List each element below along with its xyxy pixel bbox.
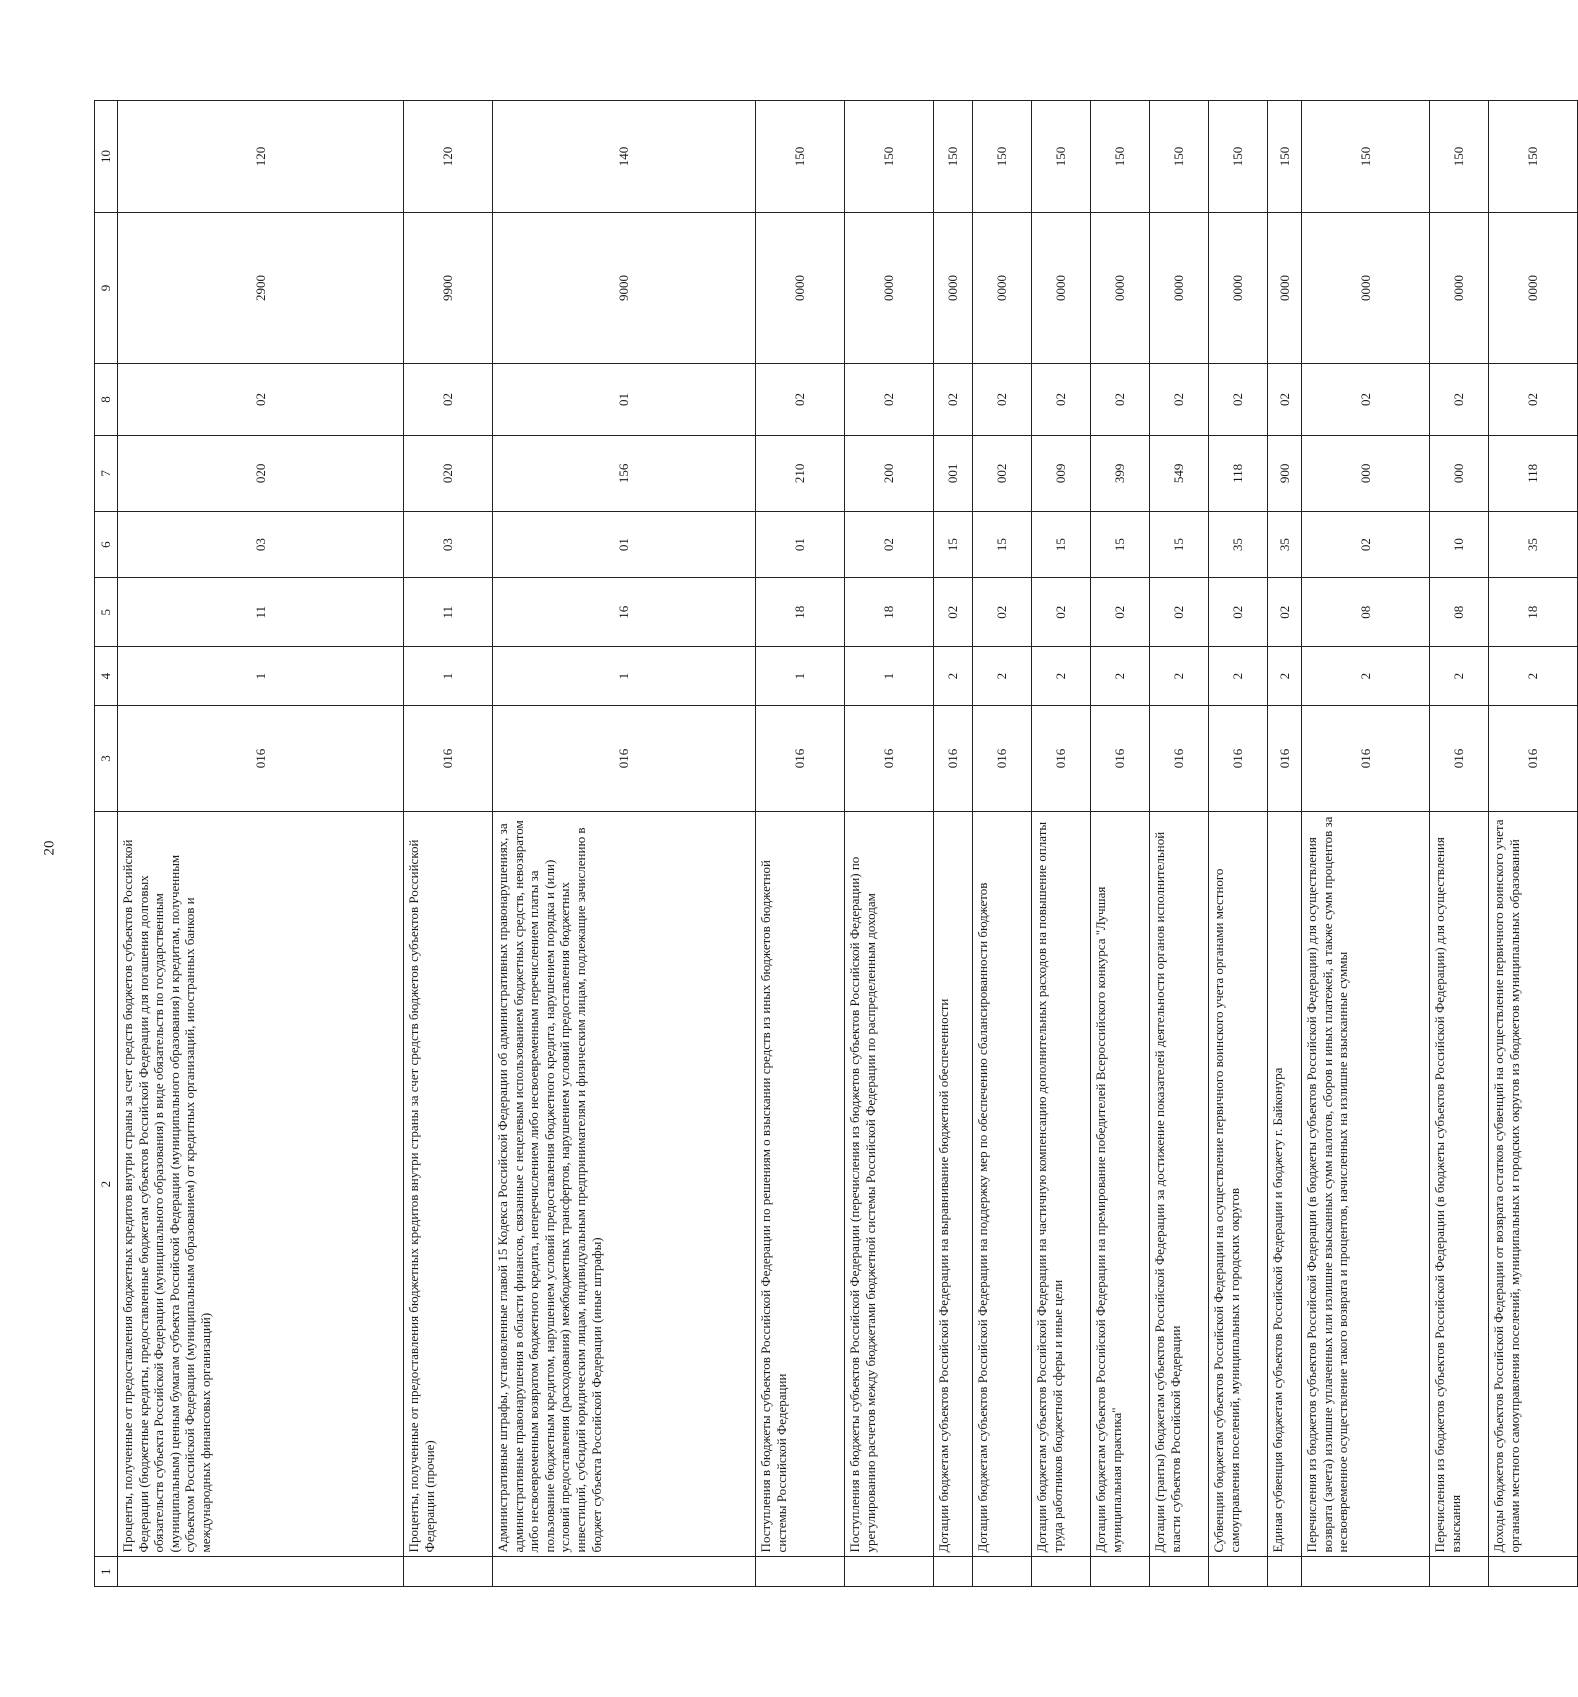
row-code-c3: 016 xyxy=(845,706,934,812)
row-code-c8: 02 xyxy=(1032,364,1091,436)
row-code-c3: 016 xyxy=(118,706,404,812)
row-code-c10: 150 xyxy=(1032,101,1091,213)
row-code-c6: 15 xyxy=(1032,511,1091,578)
row-description: Единая субвенция бюджетам субъектов Российской Федерации и бюджету г. Байконура xyxy=(1268,811,1302,1557)
row-code-c4: 2 xyxy=(1302,647,1430,706)
row-code-c6: 35 xyxy=(1268,511,1302,578)
row-code-c7: 210 xyxy=(756,435,845,511)
row-code-c3: 016 xyxy=(934,706,973,812)
column-header: 8 xyxy=(95,364,118,436)
row-code-c1 xyxy=(1430,1557,1489,1587)
row-code-c5: 02 xyxy=(934,578,973,647)
table-row xyxy=(934,101,973,1587)
row-code-c4: 2 xyxy=(1091,647,1150,706)
row-code-c3: 016 xyxy=(1430,706,1489,812)
row-code-c10: 150 xyxy=(1489,101,1578,213)
row-code-c3: 016 xyxy=(1032,706,1091,812)
rotated-table-wrapper xyxy=(94,100,1541,1587)
row-code-c6: 02 xyxy=(845,511,934,578)
row-code-c6: 15 xyxy=(934,511,973,578)
row-code-c3: 016 xyxy=(973,706,1032,812)
row-code-c9: 0000 xyxy=(934,213,973,364)
row-code-c8: 02 xyxy=(973,364,1032,436)
table-row xyxy=(493,101,756,1587)
row-code-c4: 2 xyxy=(1430,647,1489,706)
column-header: 6 xyxy=(95,511,118,578)
column-header: 1 xyxy=(95,1557,118,1587)
row-code-c8: 02 xyxy=(1430,364,1489,436)
row-code-c6: 01 xyxy=(493,511,756,578)
row-code-c7: 900 xyxy=(1268,435,1302,511)
row-code-c1 xyxy=(1302,1557,1430,1587)
row-code-c7: 020 xyxy=(118,435,404,511)
row-code-c4: 2 xyxy=(934,647,973,706)
table-row xyxy=(756,101,845,1587)
row-code-c9: 0000 xyxy=(845,213,934,364)
table-row xyxy=(118,101,404,1587)
row-code-c1 xyxy=(1091,1557,1150,1587)
row-code-c10: 150 xyxy=(1209,101,1268,213)
row-code-c3: 016 xyxy=(1091,706,1150,812)
row-code-c9: 0000 xyxy=(1091,213,1150,364)
row-code-c3: 016 xyxy=(1268,706,1302,812)
row-code-c7: 000 xyxy=(1302,435,1430,511)
row-code-c8: 02 xyxy=(118,364,404,436)
row-code-c7: 000 xyxy=(1430,435,1489,511)
column-header: 5 xyxy=(95,578,118,647)
row-description: Проценты, полученные от предоставления бюджетных кредитов внутри страны за счет средств бюджетов субъектов Российской Федерации (бюджетные кредиты, предоставленные бюджетам субъектов Российской Федерации для погашения долговых обязательств субъекта Российской Федерации (муниципального образования) в виде обязательств по государственным (муниципальным) ценным бумагам субъекта Российской Федерации (муниципального образования) и кредитам, полученным субъектом Российской Федерации (муниципальным образованием) от кредитных организаций, иностранных банков и международных финансовых организаций) xyxy=(118,811,404,1557)
row-code-c8: 02 xyxy=(1489,364,1578,436)
row-code-c9: 9000 xyxy=(493,213,756,364)
row-code-c5: 02 xyxy=(1091,578,1150,647)
table-row xyxy=(1489,101,1578,1587)
row-code-c5: 11 xyxy=(118,578,404,647)
table-row xyxy=(1268,101,1302,1587)
row-code-c5: 02 xyxy=(1150,578,1209,647)
row-code-c8: 02 xyxy=(404,364,493,436)
row-code-c1 xyxy=(973,1557,1032,1587)
row-code-c6: 15 xyxy=(1091,511,1150,578)
column-header: 4 xyxy=(95,647,118,706)
row-description: Проценты, полученные от предоставления бюджетных кредитов внутри страны за счет средств бюджетов субъектов Российской Федерации (прочие) xyxy=(404,811,493,1557)
row-code-c9: 0000 xyxy=(1430,213,1489,364)
row-description: Перечисления из бюджетов субъектов Российской Федерации (в бюджеты субъектов Российской Федерации) для осуществления взыскания xyxy=(1430,811,1489,1557)
row-code-c7: 156 xyxy=(493,435,756,511)
row-code-c3: 016 xyxy=(493,706,756,812)
row-code-c4: 1 xyxy=(404,647,493,706)
row-code-c1 xyxy=(845,1557,934,1587)
row-code-c5: 18 xyxy=(1489,578,1578,647)
header-row xyxy=(95,101,118,1587)
row-code-c1 xyxy=(118,1557,404,1587)
row-code-c6: 03 xyxy=(404,511,493,578)
row-code-c5: 02 xyxy=(1268,578,1302,647)
row-code-c8: 02 xyxy=(845,364,934,436)
row-code-c7: 002 xyxy=(973,435,1032,511)
row-code-c9: 0000 xyxy=(973,213,1032,364)
row-description: Поступления в бюджеты субъектов Российской Федерации по решениям о взыскании средств из иных бюджетов бюджетной системы Российской Федерации xyxy=(756,811,845,1557)
row-code-c8: 02 xyxy=(1268,364,1302,436)
row-code-c5: 08 xyxy=(1302,578,1430,647)
row-code-c1 xyxy=(1032,1557,1091,1587)
row-description: Дотации бюджетам субъектов Российской Федерации на премирование победителей Всероссийского конкурса "Лучшая муниципальная практика" xyxy=(1091,811,1150,1557)
row-code-c3: 016 xyxy=(1489,706,1578,812)
row-code-c7: 020 xyxy=(404,435,493,511)
row-code-c9: 2900 xyxy=(118,213,404,364)
table-row xyxy=(1209,101,1268,1587)
table-row xyxy=(1091,101,1150,1587)
row-code-c1 xyxy=(1268,1557,1302,1587)
row-code-c5: 02 xyxy=(1209,578,1268,647)
row-code-c4: 1 xyxy=(756,647,845,706)
row-code-c1 xyxy=(756,1557,845,1587)
row-code-c10: 150 xyxy=(973,101,1032,213)
budget-classification-table xyxy=(94,100,1578,1587)
row-code-c1 xyxy=(1489,1557,1578,1587)
row-code-c4: 2 xyxy=(973,647,1032,706)
row-code-c1 xyxy=(1209,1557,1268,1587)
row-code-c9: 0000 xyxy=(756,213,845,364)
row-code-c7: 549 xyxy=(1150,435,1209,511)
row-code-c5: 02 xyxy=(973,578,1032,647)
row-code-c7: 118 xyxy=(1209,435,1268,511)
row-code-c6: 02 xyxy=(1302,511,1430,578)
row-code-c6: 01 xyxy=(756,511,845,578)
table-row xyxy=(404,101,493,1587)
row-code-c4: 2 xyxy=(1150,647,1209,706)
row-description: Перечисления из бюджетов субъектов Российской Федерации (в бюджеты субъектов Российской Федерации) для осуществления возврата (зачета) излишне уплаченных или излишне взысканных сумм налогов, сборов и иных платежей, а также сумм процентов за несвоевременное осуществление такого возврата и процентов, начисленных на излишне взысканные суммы xyxy=(1302,811,1430,1557)
row-code-c8: 02 xyxy=(1091,364,1150,436)
row-code-c6: 15 xyxy=(1150,511,1209,578)
row-code-c7: 009 xyxy=(1032,435,1091,511)
table-row xyxy=(845,101,934,1587)
row-description: Субвенции бюджетам субъектов Российской Федерации на осуществление первичного воинского учета органами местного самоуправления поселений, муниципальных и городских округов xyxy=(1209,811,1268,1557)
row-code-c9: 0000 xyxy=(1032,213,1091,364)
row-code-c8: 02 xyxy=(1209,364,1268,436)
row-code-c6: 03 xyxy=(118,511,404,578)
row-code-c9: 0000 xyxy=(1209,213,1268,364)
table-row xyxy=(1150,101,1209,1587)
row-code-c6: 35 xyxy=(1489,511,1578,578)
row-description: Дотации бюджетам субъектов Российской Федерации на выравнивание бюджетной обеспеченности xyxy=(934,811,973,1557)
row-code-c8: 02 xyxy=(1150,364,1209,436)
row-code-c9: 0000 xyxy=(1302,213,1430,364)
row-code-c10: 150 xyxy=(1430,101,1489,213)
row-code-c10: 120 xyxy=(404,101,493,213)
row-code-c7: 399 xyxy=(1091,435,1150,511)
row-code-c7: 118 xyxy=(1489,435,1578,511)
row-code-c8: 02 xyxy=(1302,364,1430,436)
row-code-c8: 02 xyxy=(756,364,845,436)
table-row xyxy=(1032,101,1091,1587)
row-description: Административные штрафы, установленные главой 15 Кодекса Российской Федерации об административных правонарушениях, за административные правонарушения в области финансов, связанные с нецелевым использованием бюджетных средств, невозвратом либо несвоевременным возвратом бюджетного кредита, неперечислением либо несвоевременным перечислением платы за пользование бюджетным кредитом, нарушением условий предоставления бюджетного кредита, нарушением порядка и (или) условий предоставления (расходования) межбюджетных трансфертов, нарушением условий предоставления бюджетных инвестиций, субсидий юридическим лицам, индивидуальным предпринимателям и физическим лицам, подлежащие зачислению в бюджет субъекта Российской Федерации (иные штрафы) xyxy=(493,811,756,1557)
row-code-c6: 35 xyxy=(1209,511,1268,578)
page-number: 20 xyxy=(41,840,58,856)
row-code-c10: 150 xyxy=(934,101,973,213)
column-header: 3 xyxy=(95,706,118,812)
row-code-c3: 016 xyxy=(756,706,845,812)
row-code-c6: 15 xyxy=(973,511,1032,578)
row-code-c1 xyxy=(493,1557,756,1587)
row-code-c4: 2 xyxy=(1209,647,1268,706)
column-header: 10 xyxy=(95,101,118,213)
row-code-c3: 016 xyxy=(1209,706,1268,812)
table-row xyxy=(1430,101,1489,1587)
row-code-c4: 2 xyxy=(1489,647,1578,706)
row-code-c10: 140 xyxy=(493,101,756,213)
row-code-c8: 02 xyxy=(934,364,973,436)
row-code-c1 xyxy=(934,1557,973,1587)
row-code-c9: 0000 xyxy=(1268,213,1302,364)
row-code-c3: 016 xyxy=(404,706,493,812)
row-description: Поступления в бюджеты субъектов Российской Федерации (перечисления из бюджетов субъектов Российской Федерации) по урегулированию расчетов между бюджетами бюджетной системы Российской Федерации по распределенным доходам xyxy=(845,811,934,1557)
row-code-c10: 150 xyxy=(756,101,845,213)
row-code-c4: 1 xyxy=(118,647,404,706)
column-header: 7 xyxy=(95,435,118,511)
row-code-c6: 10 xyxy=(1430,511,1489,578)
row-description: Дотации (гранты) бюджетам субъектов Российской Федерации за достижение показателей деятельности органов исполнительной власти субъектов Российской Федерации xyxy=(1150,811,1209,1557)
row-code-c5: 16 xyxy=(493,578,756,647)
row-code-c7: 001 xyxy=(934,435,973,511)
row-code-c3: 016 xyxy=(1150,706,1209,812)
row-code-c5: 02 xyxy=(1032,578,1091,647)
row-code-c4: 2 xyxy=(1032,647,1091,706)
row-code-c7: 200 xyxy=(845,435,934,511)
column-header: 9 xyxy=(95,213,118,364)
row-description: Доходы бюджетов субъектов Российской Федерации от возврата остатков субвенций на осуществление первичного воинского учета органами местного самоуправления поселений, муниципальных и городских округов из бюджетов муниципальных образований xyxy=(1489,811,1578,1557)
row-code-c5: 11 xyxy=(404,578,493,647)
row-code-c10: 150 xyxy=(1302,101,1430,213)
row-code-c1 xyxy=(404,1557,493,1587)
row-code-c10: 150 xyxy=(1150,101,1209,213)
row-code-c8: 01 xyxy=(493,364,756,436)
row-code-c10: 150 xyxy=(845,101,934,213)
row-code-c9: 9900 xyxy=(404,213,493,364)
row-code-c10: 150 xyxy=(1091,101,1150,213)
row-description: Дотации бюджетам субъектов Российской Федерации на поддержку мер по обеспечению сбалансированности бюджетов xyxy=(973,811,1032,1557)
table-row xyxy=(1302,101,1430,1587)
row-code-c5: 18 xyxy=(845,578,934,647)
row-code-c10: 150 xyxy=(1268,101,1302,213)
row-code-c1 xyxy=(1150,1557,1209,1587)
row-code-c3: 016 xyxy=(1302,706,1430,812)
column-header: 2 xyxy=(95,811,118,1557)
row-code-c9: 0000 xyxy=(1150,213,1209,364)
row-code-c5: 18 xyxy=(756,578,845,647)
row-description: Дотации бюджетам субъектов Российской Федерации на частичную компенсацию дополнительных расходов на повышение оплаты труда работников бюджетной сферы и иные цели xyxy=(1032,811,1091,1557)
row-code-c9: 0000 xyxy=(1489,213,1578,364)
row-code-c10: 120 xyxy=(118,101,404,213)
row-code-c4: 1 xyxy=(493,647,756,706)
row-code-c4: 2 xyxy=(1268,647,1302,706)
table-row xyxy=(973,101,1032,1587)
row-code-c5: 08 xyxy=(1430,578,1489,647)
row-code-c4: 1 xyxy=(845,647,934,706)
